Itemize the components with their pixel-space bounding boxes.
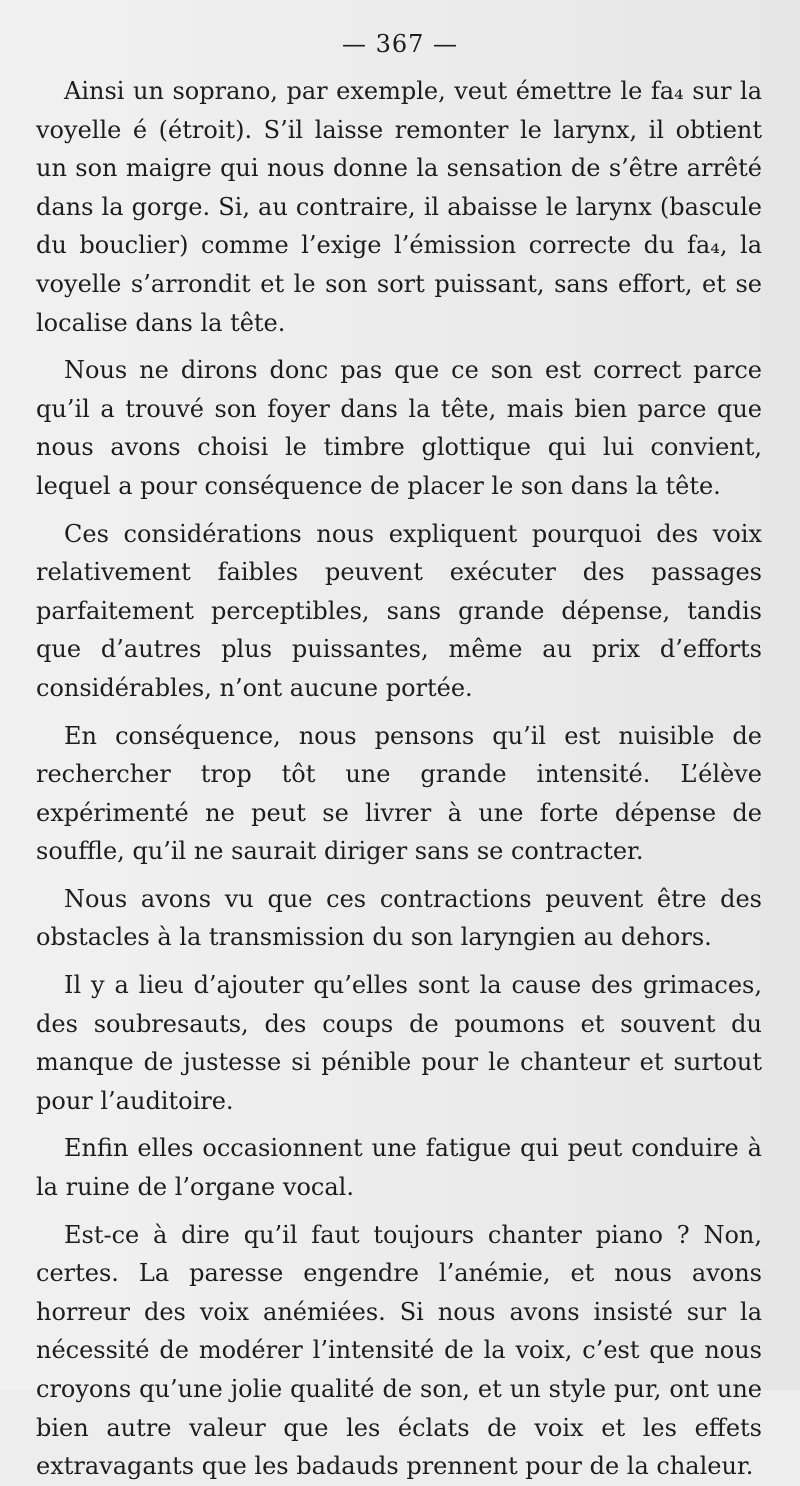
paragraph-6: Il y a lieu d’ajouter qu’elles sont la cause des grimaces, des soubresauts, des coups de poumons et souvent du manque de justesse si pénible pour le chanteur et surtout pour l’auditoire. bbox=[36, 971, 762, 1115]
paragraph-2: Nous ne dirons donc pas que ce son est correct parce qu’il a trouvé son foyer dans la tête, mais bien parce que nous avons choisi le timbre glottique qui lui convient, lequel a pour conséquence de placer le son dans la tête. bbox=[36, 356, 762, 500]
page-number: — 367 — bbox=[341, 30, 459, 58]
paragraph-5: Nous avons vu que ces contractions peuvent être des obstacles à la transmission du son laryngien au dehors. bbox=[36, 884, 762, 952]
paragraph-4: En conséquence, nous pensons qu’il est nuisible de rechercher trop tôt une grande intensité. L’élève expérimenté ne peut se livrer à une forte dépense de souffle, qu’il ne saurait diriger sans se contracter. bbox=[36, 721, 762, 866]
paragraph-7: Enfin elles occasionnent une fatigue qui peut conduire à la ruine de l’organe vocal. bbox=[36, 1134, 762, 1202]
paragraph-3: Ces considérations nous expliquent pourquoi des voix relativement faibles peuvent exécuter des passages parfaitement perceptibles, sans grande dépense, tandis que d’autres plus puissantes, même au prix d’efforts considérables, n’ont aucune portée. bbox=[36, 519, 762, 702]
text-body bbox=[36, 72, 762, 1486]
paragraph-8: Est-ce à dire qu’il faut toujours chanter piano ? Non, certes. La paresse engendre l’anémie, et nous avons horreur des voix anémiées. Si nous avons insisté sur la nécessité de modérer l’intensité de la voix, c’est que nous croyons qu’une jolie qualité de son, et un style pur, ont une bien autre valeur que les éclats de voix et les effets extravagants que les badauds prennent pour de la chaleur. bbox=[36, 1220, 762, 1481]
paragraph-1: Ainsi un soprano, par exemple, veut émettre le fa₄ sur la voyelle é (étroit). S’il laisse remonter le larynx, il obtient un son maigre qui nous donne la sensation de s’être arrêté dans la gorge. Si, au contraire, il abaisse le larynx (bascule du bouclier) comme l’exige l’émission correcte du fa₄, la voyelle s’arrondit et le son sort puissant, sans effort, et se localise dans la tête. bbox=[36, 77, 762, 337]
